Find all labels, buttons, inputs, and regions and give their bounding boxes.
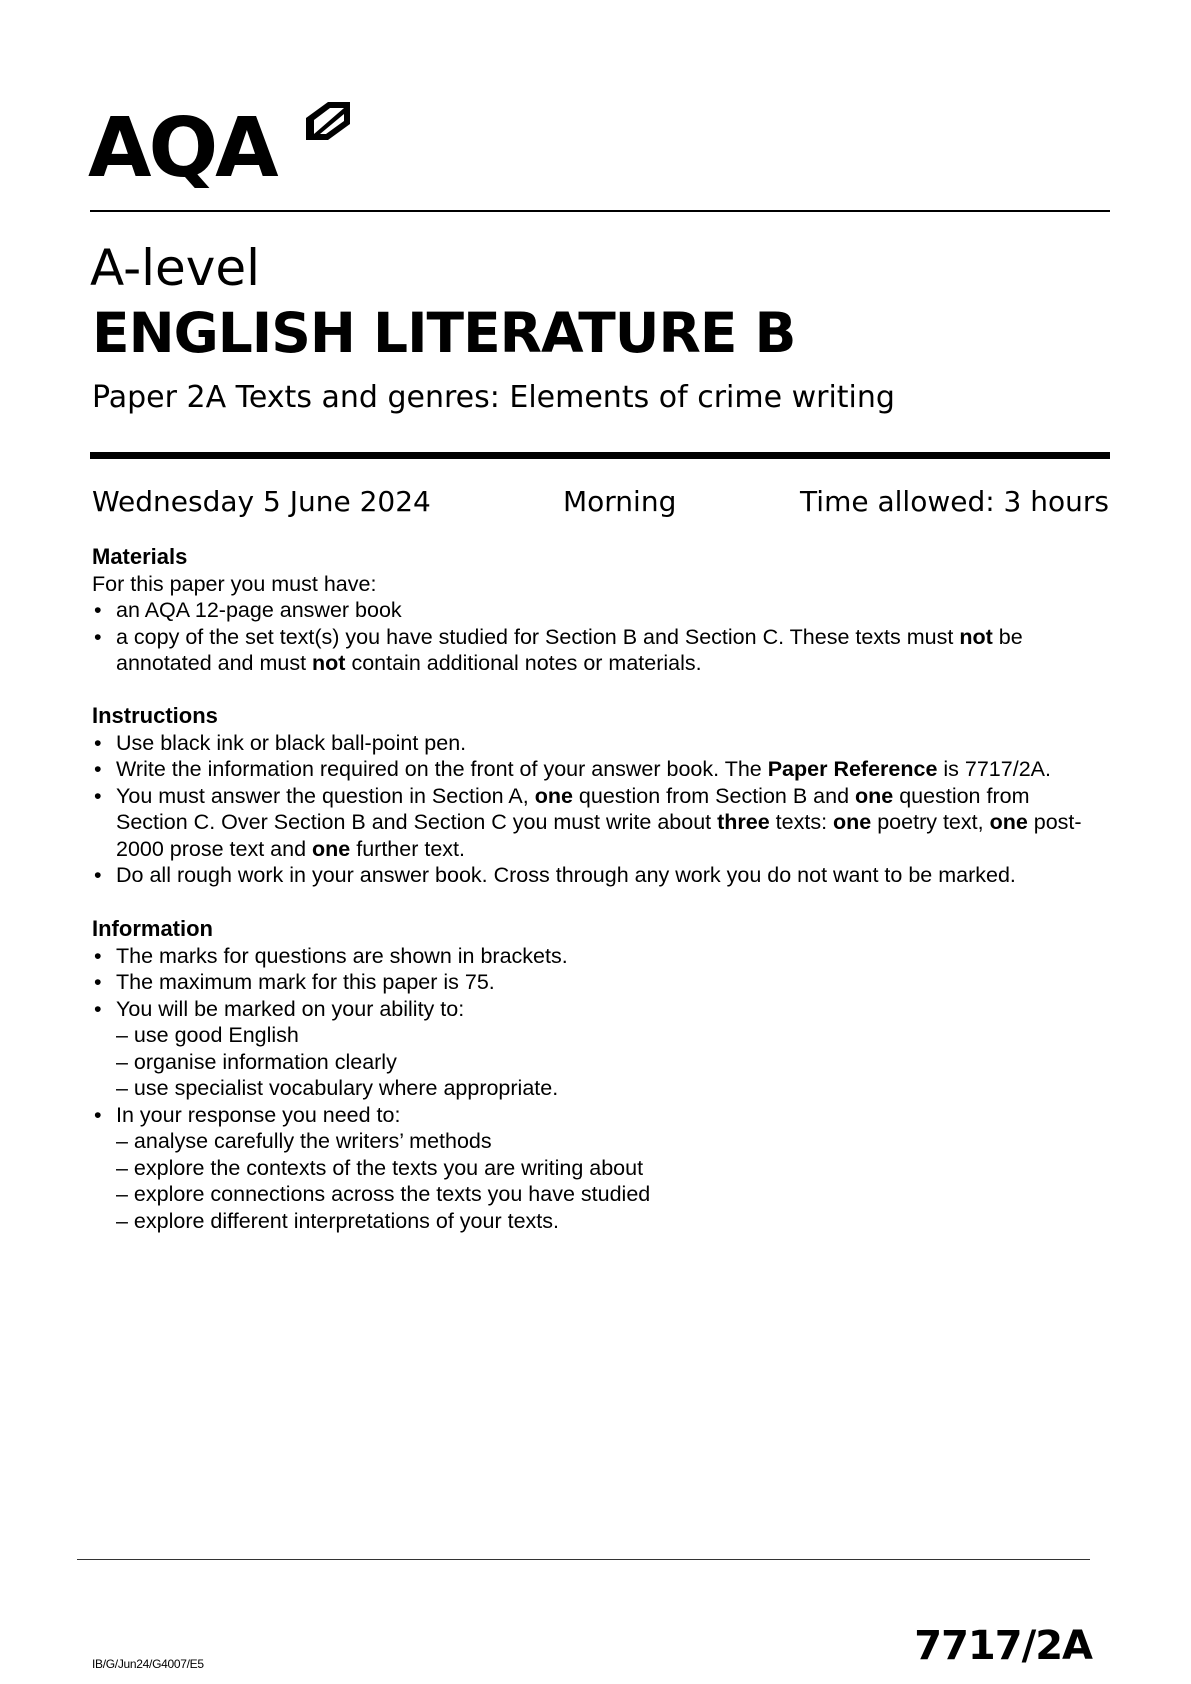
response-item-1: – analyse carefully the writers’ methods bbox=[116, 1129, 492, 1153]
instructions-item-3: • You must answer the question in Section A, one question from Section B and one question from Section C. Over Section B and Section C you must write about three texts: one poetry text, one post-2000 prose text and one further text. bbox=[92, 783, 1102, 863]
response-item-2: – explore the contexts of the texts you are writing about bbox=[116, 1155, 644, 1180]
response-item-3: – explore connections across the texts you have studied bbox=[116, 1182, 651, 1206]
information-list bbox=[92, 943, 1102, 1023]
aqa-logo-text: AQA bbox=[88, 101, 276, 196]
materials-item-1: • an AQA 12-page answer book bbox=[92, 597, 1102, 624]
information-item-3 bbox=[92, 996, 1102, 1023]
instructions-list bbox=[92, 730, 1102, 889]
response-item-4: – explore different interpretations of your texts. bbox=[116, 1208, 559, 1233]
exam-session: Morning bbox=[563, 485, 677, 518]
materials-section bbox=[92, 544, 1102, 677]
information-list-continued bbox=[92, 1102, 1102, 1129]
exam-time-allowed bbox=[0, 485, 1109, 518]
qualification-level: A-level bbox=[90, 239, 261, 297]
paper-title: Paper 2A Texts and genres: Elements of crime writing bbox=[92, 380, 895, 415]
instructions-item-4: • Do all rough work in your answer book. Cross through any work you do not want to be marked. bbox=[92, 862, 1102, 889]
paper-code bbox=[0, 1623, 1092, 1669]
top-rule bbox=[90, 210, 1110, 212]
instructions-item-1: • Use black ink or black ball-point pen. bbox=[92, 730, 1102, 757]
footer-rule bbox=[77, 1559, 1090, 1560]
footer-reference: IB/G/Jun24/G4007/E5 bbox=[92, 1657, 204, 1671]
materials-item-2: • a copy of the set text(s) you have studied for Section B and Section C. These texts must not be annotated and must not contain additional notes or materials. bbox=[92, 624, 1102, 677]
paper-code-text: 7717/2A bbox=[914, 1623, 1092, 1669]
subject-title: ENGLISH LITERATURE B bbox=[92, 301, 796, 365]
materials-intro: For this paper you must have: bbox=[92, 571, 377, 596]
instructions-item-2: • Write the information required on the front of your answer book. The Paper Reference is 7717/2A. bbox=[92, 756, 1102, 783]
instructions-heading: Instructions bbox=[92, 703, 218, 728]
information-item-2: • The maximum mark for this paper is 75. bbox=[92, 969, 1102, 996]
aqa-logo bbox=[88, 101, 276, 196]
instructions-section bbox=[92, 703, 1102, 889]
aqa-logo-mark-icon bbox=[300, 96, 356, 144]
information-item-1: • The marks for questions are shown in brackets. bbox=[92, 943, 1102, 970]
materials-list bbox=[92, 597, 1102, 677]
ability-item-3: – use specialist vocabulary where appropriate. bbox=[116, 1076, 559, 1100]
exam-date: Wednesday 5 June 2024 bbox=[92, 485, 431, 518]
materials-heading: Materials bbox=[92, 544, 188, 569]
ability-item-1: – use good English bbox=[116, 1023, 299, 1047]
information-item-3-text: You will be marked on your ability to: bbox=[116, 996, 465, 1021]
information-item-4: • In your response you need to: bbox=[92, 1102, 1102, 1129]
ability-item-2: – organise information clearly bbox=[116, 1049, 397, 1074]
time-allowed-text: Time allowed: 3 hours bbox=[800, 485, 1109, 518]
information-section bbox=[92, 916, 1102, 1234]
information-heading: Information bbox=[92, 916, 213, 941]
title-rule bbox=[90, 452, 1110, 459]
